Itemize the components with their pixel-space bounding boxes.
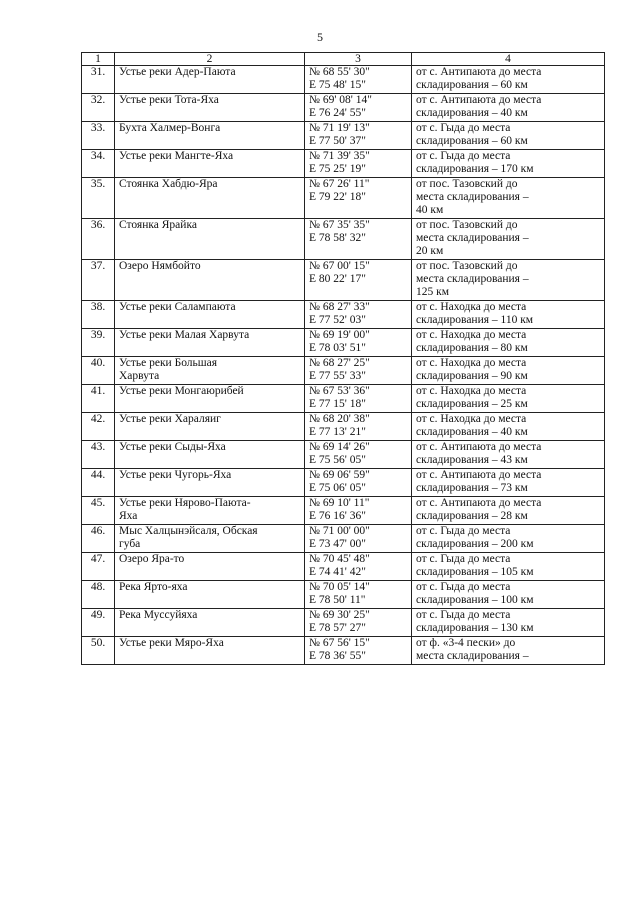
row-number: 44. xyxy=(82,469,115,497)
site-name-line: Устье реки Большая xyxy=(119,357,218,369)
site-name xyxy=(115,553,305,581)
distance-info-line: от с. Находка до места xyxy=(416,385,527,397)
coordinates xyxy=(305,66,412,94)
distance-info-line: от с. Гыда до места xyxy=(416,581,511,593)
distance-info xyxy=(412,219,605,260)
coordinates-line: E 77 15' 18" xyxy=(309,398,366,410)
coordinates-line: № 67 00' 15" xyxy=(309,260,370,272)
coordinates xyxy=(305,385,412,413)
row-number: 46. xyxy=(82,525,115,553)
distance-info-line: от с. Находка до места xyxy=(416,301,527,313)
row-number: 38. xyxy=(82,301,115,329)
coordinates-line: № 69' 08' 14" xyxy=(309,94,372,106)
coordinates xyxy=(305,357,412,385)
coordinates-line: № 71 19' 13" xyxy=(309,122,370,134)
distance-info xyxy=(412,469,605,497)
distance-info-line: от с. Антипаюта до места xyxy=(416,497,542,509)
coordinates xyxy=(305,469,412,497)
site-name-line: Устье реки Сыды-Яха xyxy=(119,441,226,453)
coordinates-line: № 69 10' 11" xyxy=(309,497,370,509)
distance-info-line: складирования – 105 км xyxy=(416,566,534,578)
coordinates-line: № 68 55' 30" xyxy=(309,66,370,78)
coordinates-line: № 67 26' 11" xyxy=(309,178,370,190)
distance-info-line: от пос. Тазовский до xyxy=(416,178,518,190)
table-row xyxy=(82,357,605,385)
site-name-line: Устье реки Чугорь-Яха xyxy=(119,469,232,481)
table-row xyxy=(82,66,605,94)
site-name xyxy=(115,441,305,469)
site-name-line: Устье реки Нярово-Паюта- xyxy=(119,497,251,509)
table-row xyxy=(82,497,605,525)
column-header: 3 xyxy=(305,53,412,66)
distance-info-line: складирования – 90 км xyxy=(416,370,528,382)
table-row xyxy=(82,219,605,260)
coordinates xyxy=(305,301,412,329)
coordinates-line: № 69 19' 00" xyxy=(309,329,370,341)
site-name-line: губа xyxy=(119,538,141,550)
coordinates xyxy=(305,178,412,219)
distance-info-line: от с. Находка до места xyxy=(416,357,527,369)
distance-info-line: 20 км xyxy=(416,245,444,257)
table-header-row xyxy=(82,53,605,66)
row-number: 33. xyxy=(82,122,115,150)
site-name-line: Река Муссуйяха xyxy=(119,609,198,621)
distance-info-line: места складирования – xyxy=(416,650,529,662)
distance-info-line: места складирования – xyxy=(416,191,529,203)
site-name xyxy=(115,219,305,260)
distance-info-line: складирования – 73 км xyxy=(416,482,528,494)
coordinates-line: № 71 39' 35" xyxy=(309,150,370,162)
coordinates-line: E 76 24' 55" xyxy=(309,107,366,119)
table-row xyxy=(82,385,605,413)
site-name-line: Стоянка Ярайка xyxy=(119,219,197,231)
site-name-line: Устье реки Малая Харвута xyxy=(119,329,250,341)
row-number: 45. xyxy=(82,497,115,525)
distance-info-line: складирования – 60 км xyxy=(416,135,528,147)
site-name-line: Мыс Халцынэйсаля, Обская xyxy=(119,525,258,537)
coordinates-line: E 73 47' 00" xyxy=(309,538,366,550)
site-name-line: Бухта Халмер-Вонга xyxy=(119,122,221,134)
site-name-line: Устье реки Хараляиг xyxy=(119,413,221,425)
row-number: 40. xyxy=(82,357,115,385)
site-name xyxy=(115,329,305,357)
site-name-line: Озеро Яра-то xyxy=(119,553,185,565)
site-name xyxy=(115,94,305,122)
distance-info-line: от ф. «3-4 пески» до xyxy=(416,637,516,649)
site-name xyxy=(115,150,305,178)
distance-info-line: от пос. Тазовский до xyxy=(416,260,518,272)
row-number: 31. xyxy=(82,66,115,94)
site-name xyxy=(115,66,305,94)
site-name xyxy=(115,260,305,301)
coordinates-line: № 68 20' 38" xyxy=(309,413,370,425)
row-number: 34. xyxy=(82,150,115,178)
distance-info xyxy=(412,150,605,178)
coordinates-line: № 69 30' 25" xyxy=(309,609,370,621)
site-name xyxy=(115,178,305,219)
distance-info xyxy=(412,553,605,581)
site-name xyxy=(115,385,305,413)
table-row xyxy=(82,525,605,553)
site-name-line: Озеро Нямбойто xyxy=(119,260,201,272)
distance-info xyxy=(412,525,605,553)
site-name-line: Устье реки Мангте-Яха xyxy=(119,150,234,162)
coordinates xyxy=(305,609,412,637)
distance-info xyxy=(412,94,605,122)
page-number: 5 xyxy=(317,30,323,44)
distance-info-line: от с. Антипаюта до места xyxy=(416,441,542,453)
coordinates-line: E 78 58' 32" xyxy=(309,232,366,244)
table-row xyxy=(82,150,605,178)
coordinates-line: № 67 35' 35" xyxy=(309,219,370,231)
distance-info-line: складирования – 100 км xyxy=(416,594,534,606)
site-name-line: Устье реки Адер-Паюта xyxy=(119,66,236,78)
coordinates-line: E 77 13' 21" xyxy=(309,426,366,438)
coordinates xyxy=(305,260,412,301)
coordinates xyxy=(305,413,412,441)
table-row xyxy=(82,413,605,441)
site-name-line: Яха xyxy=(119,510,138,522)
coordinates-line: № 68 27' 25" xyxy=(309,357,370,369)
distance-info-line: от с. Антипаюта до места xyxy=(416,66,542,78)
table-row xyxy=(82,122,605,150)
table-row xyxy=(82,329,605,357)
site-name xyxy=(115,581,305,609)
coordinates xyxy=(305,94,412,122)
coordinates-line: E 75 06' 05" xyxy=(309,482,366,494)
table-row xyxy=(82,469,605,497)
coordinates xyxy=(305,219,412,260)
coordinates-line: E 77 55' 33" xyxy=(309,370,366,382)
distance-info xyxy=(412,441,605,469)
table-row xyxy=(82,609,605,637)
distance-info-line: 125 км xyxy=(416,286,449,298)
distance-info-line: складирования – 40 км xyxy=(416,426,528,438)
distance-info-line: от с. Гыда до места xyxy=(416,122,511,134)
coordinates-line: № 68 27' 33" xyxy=(309,301,370,313)
coordinates xyxy=(305,581,412,609)
distance-info xyxy=(412,413,605,441)
distance-info-line: от пос. Тазовский до xyxy=(416,219,518,231)
coordinates-line: E 78 36' 55" xyxy=(309,650,366,662)
distance-info-line: места складирования – xyxy=(416,232,529,244)
row-number: 48. xyxy=(82,581,115,609)
table-row xyxy=(82,178,605,219)
coordinates xyxy=(305,441,412,469)
coordinates-line: E 78 50' 11" xyxy=(309,594,366,606)
row-number: 47. xyxy=(82,553,115,581)
row-number: 49. xyxy=(82,609,115,637)
coordinates-line: E 77 50' 37" xyxy=(309,135,366,147)
row-number: 35. xyxy=(82,178,115,219)
coordinates-line: № 70 05' 14" xyxy=(309,581,370,593)
distance-info-line: складирования – 130 км xyxy=(416,622,534,634)
row-number: 42. xyxy=(82,413,115,441)
distance-info-line: от с. Находка до места xyxy=(416,329,527,341)
site-name xyxy=(115,413,305,441)
coordinates-line: № 70 45' 48" xyxy=(309,553,370,565)
row-number: 50. xyxy=(82,637,115,665)
distance-info-line: от с. Гыда до места xyxy=(416,553,511,565)
coordinates-line: E 79 22' 18" xyxy=(309,191,366,203)
coordinates-line: E 80 22' 17" xyxy=(309,273,366,285)
distance-info-line: складирования – 25 км xyxy=(416,398,528,410)
site-name xyxy=(115,122,305,150)
distance-info-line: от с. Гыда до места xyxy=(416,525,511,537)
table-row xyxy=(82,581,605,609)
site-name xyxy=(115,637,305,665)
site-name-line: Река Ярто-яха xyxy=(119,581,188,593)
distance-info xyxy=(412,301,605,329)
distance-info xyxy=(412,497,605,525)
table-row xyxy=(82,441,605,469)
site-name xyxy=(115,301,305,329)
storage-sites-table xyxy=(81,52,605,665)
table-row xyxy=(82,637,605,665)
coordinates-line: E 75 56' 05" xyxy=(309,454,366,466)
distance-info-line: от с. Антипаюта до места xyxy=(416,469,542,481)
site-name-line: Устье реки Монгаюрибей xyxy=(119,385,244,397)
distance-info-line: 40 км xyxy=(416,204,444,216)
distance-info xyxy=(412,385,605,413)
distance-info xyxy=(412,66,605,94)
coordinates-line: E 76 16' 36" xyxy=(309,510,366,522)
coordinates xyxy=(305,553,412,581)
column-header: 1 xyxy=(82,53,115,66)
site-name-line: Харвута xyxy=(119,370,160,382)
distance-info xyxy=(412,178,605,219)
coordinates xyxy=(305,329,412,357)
coordinates-line: E 77 52' 03" xyxy=(309,314,366,326)
coordinates-line: № 69 06' 59" xyxy=(309,469,370,481)
coordinates-line: E 78 03' 51" xyxy=(309,342,366,354)
site-name xyxy=(115,469,305,497)
distance-info xyxy=(412,609,605,637)
site-name xyxy=(115,357,305,385)
coordinates-line: E 75 25' 19" xyxy=(309,163,366,175)
distance-info-line: складирования – 170 км xyxy=(416,163,534,175)
distance-info-line: складирования – 110 км xyxy=(416,314,534,326)
table-row xyxy=(82,301,605,329)
row-number: 39. xyxy=(82,329,115,357)
coordinates-line: № 71 00' 00" xyxy=(309,525,370,537)
row-number: 37. xyxy=(82,260,115,301)
distance-info-line: места складирования – xyxy=(416,273,529,285)
column-header: 2 xyxy=(115,53,305,66)
distance-info-line: от с. Гыда до места xyxy=(416,150,511,162)
distance-info xyxy=(412,357,605,385)
coordinates xyxy=(305,497,412,525)
distance-info-line: от с. Находка до места xyxy=(416,413,527,425)
row-number: 36. xyxy=(82,219,115,260)
site-name xyxy=(115,525,305,553)
distance-info xyxy=(412,260,605,301)
table-row xyxy=(82,553,605,581)
coordinates xyxy=(305,637,412,665)
coordinates xyxy=(305,150,412,178)
distance-info-line: складирования – 60 км xyxy=(416,79,528,91)
distance-info-line: от с. Гыда до места xyxy=(416,609,511,621)
table-row xyxy=(82,94,605,122)
row-number: 41. xyxy=(82,385,115,413)
column-header: 4 xyxy=(412,53,605,66)
site-name-line: Устье реки Мяро-Яха xyxy=(119,637,224,649)
site-name-line: Устье реки Салампаюта xyxy=(119,301,236,313)
distance-info-line: складирования – 40 км xyxy=(416,107,528,119)
distance-info xyxy=(412,637,605,665)
row-number: 43. xyxy=(82,441,115,469)
coordinates-line: E 78 57' 27" xyxy=(309,622,366,634)
distance-info xyxy=(412,122,605,150)
coordinates-line: E 74 41' 42" xyxy=(309,566,366,578)
coordinates xyxy=(305,122,412,150)
coordinates-line: № 67 56' 15" xyxy=(309,637,370,649)
distance-info-line: складирования – 43 км xyxy=(416,454,528,466)
site-name xyxy=(115,497,305,525)
coordinates-line: E 75 48' 15" xyxy=(309,79,366,91)
coordinates-line: № 67 53' 36" xyxy=(309,385,370,397)
site-name xyxy=(115,609,305,637)
distance-info xyxy=(412,581,605,609)
table-row xyxy=(82,260,605,301)
row-number: 32. xyxy=(82,94,115,122)
distance-info-line: от с. Антипаюта до места xyxy=(416,94,542,106)
distance-info-line: складирования – 28 км xyxy=(416,510,528,522)
distance-info-line: складирования – 200 км xyxy=(416,538,534,550)
site-name-line: Стоянка Хабдю-Яра xyxy=(119,178,218,190)
distance-info xyxy=(412,329,605,357)
coordinates xyxy=(305,525,412,553)
site-name-line: Устье реки Тота-Яха xyxy=(119,94,219,106)
coordinates-line: № 69 14' 26" xyxy=(309,441,370,453)
distance-info-line: складирования – 80 км xyxy=(416,342,528,354)
